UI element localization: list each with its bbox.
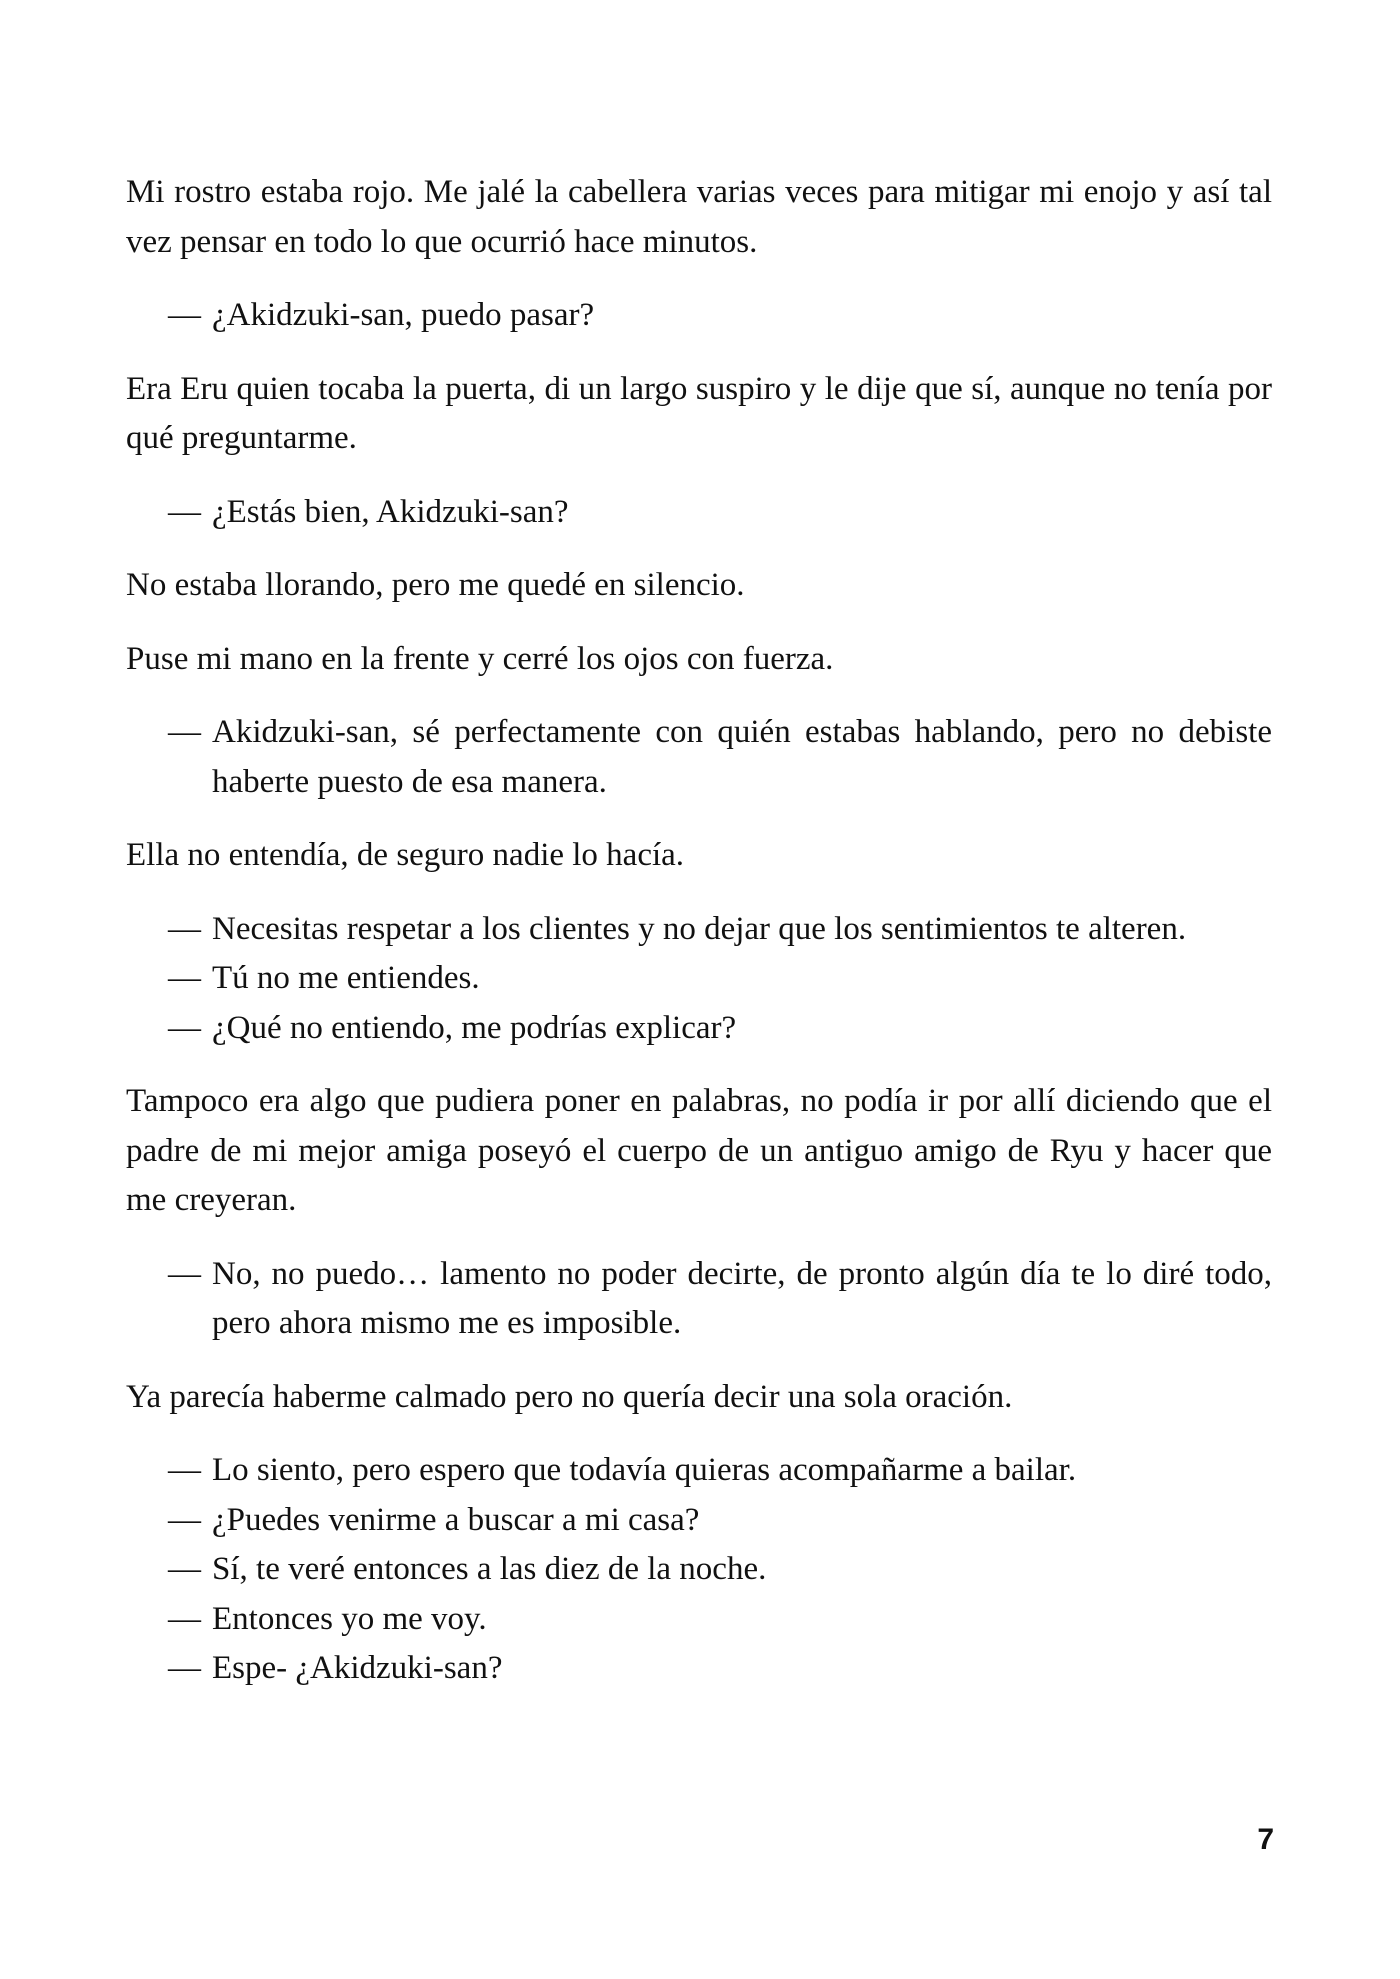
dialog-group <box>126 1250 1272 1349</box>
dialog-line <box>126 954 1272 1004</box>
dialog-text: Entonces yo me voy. <box>212 1600 487 1637</box>
dialog-line <box>126 1595 1272 1645</box>
dialog-text: Tú no me entiendes. <box>212 960 480 996</box>
dialog-dash: — <box>168 1255 201 1292</box>
paragraph: Era Eru quien tocaba la puerta, di un largo suspiro y le dije que sí, aunque no tenía por qué preguntarme. <box>126 370 1272 456</box>
dialog-text: ¿Puedes venirme a buscar a mi casa? <box>212 1501 700 1538</box>
dialog-dash: — <box>168 910 201 947</box>
paragraph: Mi rostro estaba rojo. Me jalé la cabellera varias veces para mitigar mi enojo y así tal vez pensar en todo lo que ocurrió hace minutos. <box>126 174 1272 260</box>
dialog-line <box>126 1496 1272 1546</box>
dialog-dash: — <box>168 1600 201 1637</box>
dialog-text: No, no puedo… lamento no poder decirte, de pronto algún día te lo diré todo, pero ahora mismo me es imposible. <box>212 1255 1272 1341</box>
dialog-dash: — <box>168 960 201 996</box>
dialog-line <box>126 291 1272 341</box>
dialog-group <box>126 291 1272 341</box>
dialog-line <box>126 708 1272 807</box>
dialog-text: ¿Qué no entiendo, me podrías explicar? <box>212 1009 737 1046</box>
dialog-dash: — <box>168 714 201 750</box>
dialog-text: Akidzuki-san, sé perfectamente con quién estabas hablando, pero no debiste haberte puesto de esa manera. <box>212 714 1272 800</box>
dialog-text: Espe- ¿Akidzuki-san? <box>212 1650 503 1686</box>
paragraph: Tampoco era algo que pudiera poner en palabras, no podía ir por allí diciendo que el padre de mi mejor amiga poseyó el cuerpo de un antiguo amigo de Ryu y hacer que me creyeran. <box>126 1083 1272 1218</box>
dialog-dash: — <box>168 1650 201 1686</box>
dialog-text: ¿Estás bien, Akidzuki-san? <box>212 493 569 530</box>
dialog-dash: — <box>168 493 201 530</box>
paragraph: Ella no entendía, de seguro nadie lo hacía. <box>126 837 685 873</box>
dialog-text: Sí, te veré entonces a las diez de la noche. <box>212 1551 767 1587</box>
dialog-group <box>126 905 1272 1054</box>
paragraph: No estaba llorando, pero me quedé en silencio. <box>126 567 745 603</box>
dialog-line <box>126 1004 1272 1054</box>
dialog-dash: — <box>168 1501 201 1538</box>
dialog-group <box>126 1446 1272 1694</box>
paragraph: Ya parecía haberme calmado pero no quería decir una sola oración. <box>126 1378 1013 1415</box>
dialog-line <box>126 1644 1272 1694</box>
dialog-dash: — <box>168 1452 201 1488</box>
page-number: 7 <box>1257 1823 1274 1856</box>
dialog-line <box>126 905 1272 955</box>
paragraph: Puse mi mano en la frente y cerré los ojos con fuerza. <box>126 640 834 677</box>
dialog-text: Necesitas respetar a los clientes y no dejar que los sentimientos te alteren. <box>212 910 1187 947</box>
dialog-dash: — <box>168 297 201 333</box>
dialog-group <box>126 708 1272 807</box>
dialog-line <box>126 1250 1272 1349</box>
dialog-line <box>126 1446 1272 1496</box>
dialog-dash: — <box>168 1551 201 1587</box>
body-text <box>126 168 1272 1718</box>
dialog-line <box>126 1545 1272 1595</box>
dialog-text: Lo siento, pero espero que todavía quieras acompañarme a bailar. <box>212 1452 1077 1488</box>
dialog-text: ¿Akidzuki-san, puedo pasar? <box>212 297 595 333</box>
dialog-dash: — <box>168 1009 201 1046</box>
dialog-line <box>126 488 1272 538</box>
dialog-group <box>126 488 1272 538</box>
